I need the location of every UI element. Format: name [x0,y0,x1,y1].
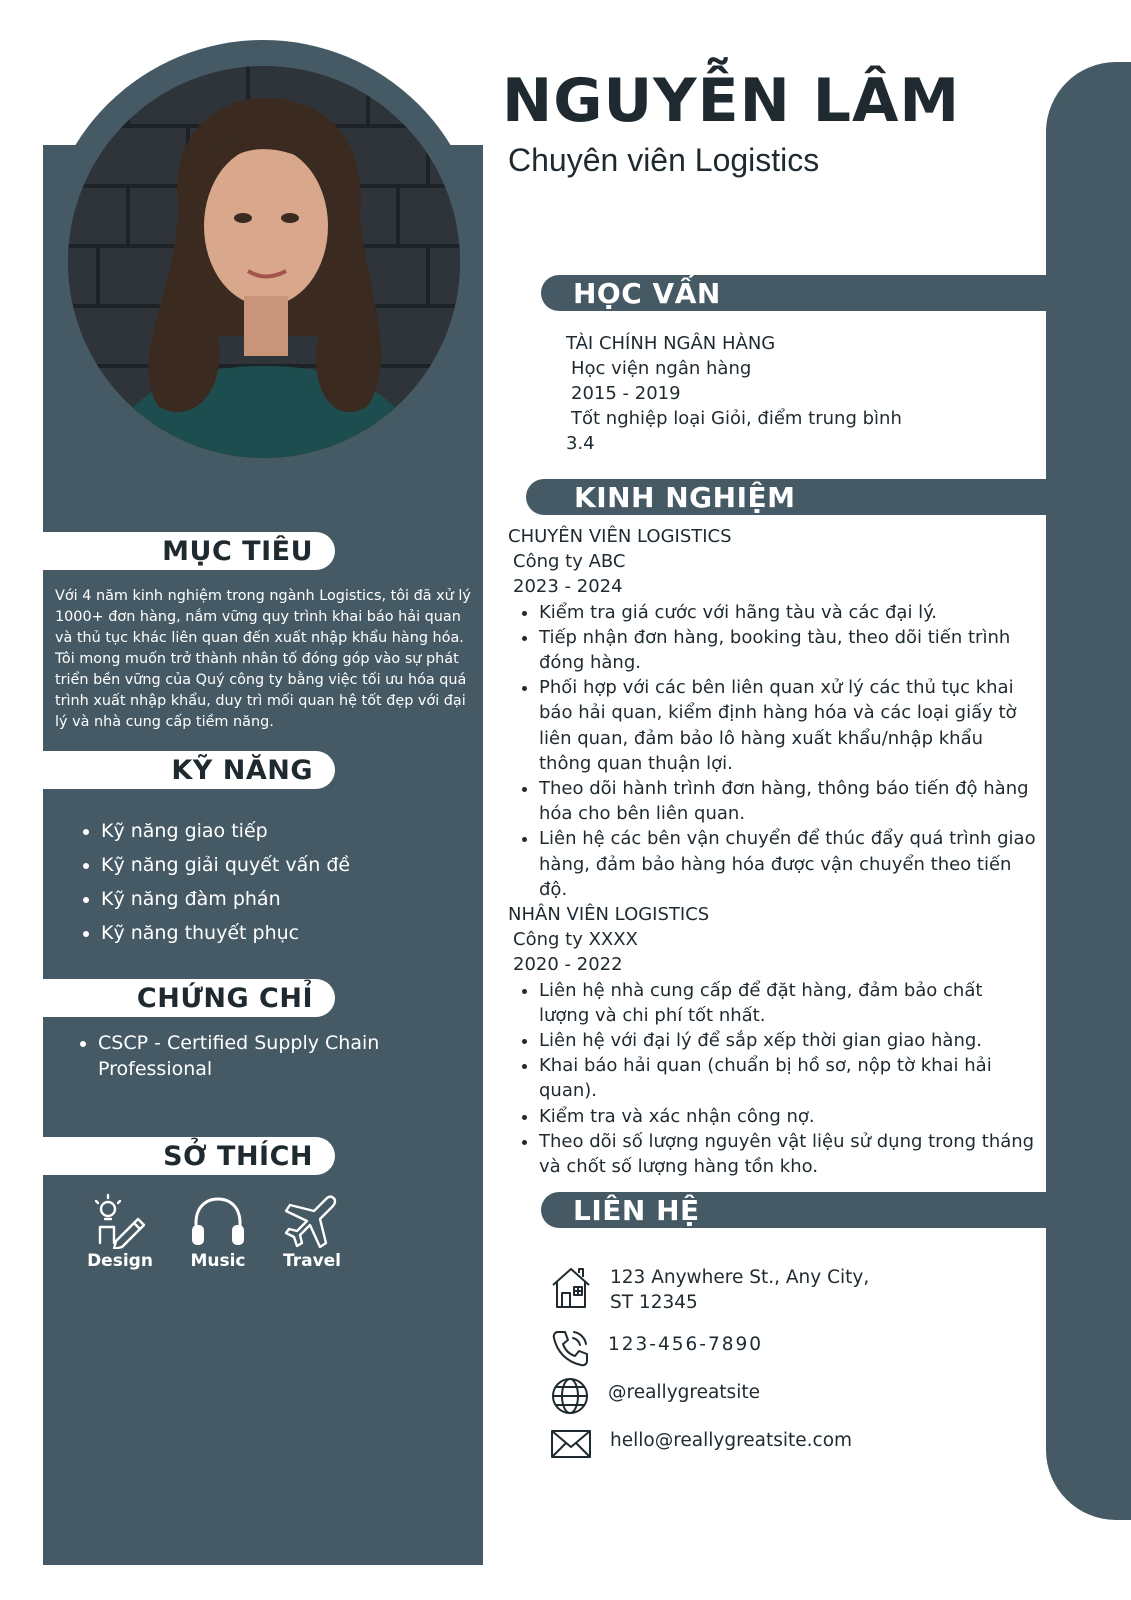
hobby-label: Music [190,1251,246,1271]
job-company: Công ty XXXX [513,929,638,951]
skills-list [73,814,350,950]
website-link[interactable]: @reallygreatsite [608,1382,760,1403]
objective-heading-pill [43,532,335,570]
duty-item: • Theo dõi số lượng nguyên vật liệu sử dụng trong tháng và chốt số lượng hàng tồn kho. [539,1129,1038,1179]
email-link[interactable]: hello@reallygreatsite.com [610,1430,853,1451]
hobby-label: Travel [282,1251,342,1271]
phone-icon [550,1328,590,1368]
person-name: NGUYỄN LÂM [502,66,961,136]
job-duties [508,600,1038,902]
education-school: Học viện ngân hàng [571,358,752,379]
contact-phone [550,1328,763,1368]
hobby-travel [272,1193,352,1271]
duty-item: • Kiểm tra giá cước với hãng tàu và các đại lý. [539,600,1038,625]
phone-text: 123-456-7890 [608,1334,764,1355]
address-text: 123 Anywhere St., Any City, ST 12345 [610,1267,870,1313]
skill-item: • Kỹ năng đàm phán [101,882,350,916]
skill-item: • Kỹ năng giải quyết vấn đề [101,848,350,882]
education-note: Tốt nghiệp loại Giỏi, điểm trung bình [571,408,902,429]
hobbies-heading: SỞ THÍCH [163,1141,313,1172]
contact-heading: LIÊN HỆ [573,1194,700,1227]
experience-heading-pill [526,479,1046,515]
skills-heading-pill [43,751,335,789]
contact-website [550,1376,760,1416]
duty-item: • Liên hệ với đại lý để sắp xếp thời gian giao hàng. [539,1028,1038,1053]
education-years: 2015 - 2019 [571,383,681,404]
job-title: NHÂN VIÊN LOGISTICS [508,904,710,926]
objective-heading: MỤC TIÊU [162,536,313,567]
right-decor-bar [1046,62,1131,1520]
duty-item: • Liên hệ các bên vận chuyển để thúc đẩy quá trình giao hàng, đảm bảo hàng hóa được vận chuyển theo tiến độ. [539,826,1038,902]
education-gpa: 3.4 [566,433,595,454]
mail-icon [550,1428,592,1460]
job-duties [508,978,1038,1180]
education-heading: HỌC VẤN [573,277,721,310]
certificate-item: • CSCP - Certified Supply Chain Professional [98,1030,438,1082]
skill-item: • Kỹ năng giao tiếp [101,814,350,848]
certificates-heading-pill [43,979,335,1017]
job-title: CHUYÊN VIÊN LOGISTICS [508,526,732,547]
education-major: TÀI CHÍNH NGÂN HÀNG [566,333,776,354]
contact-address [550,1265,869,1315]
certificates-heading: CHỨNG CHỈ [136,983,313,1014]
certificates-list [70,1030,438,1082]
duty-item: • Tiếp nhận đơn hàng, booking tàu, theo dõi tiến trình đóng hàng. [539,625,1038,675]
education-block [566,331,926,456]
headphones-icon [188,1193,248,1249]
education-heading-pill [541,275,1046,311]
job-company: Công ty ABC [513,551,626,573]
skills-heading: KỸ NĂNG [171,755,313,786]
airplane-icon [282,1193,342,1249]
globe-icon [550,1376,590,1416]
skill-item: • Kỹ năng thuyết phục [101,916,350,950]
design-icon [90,1193,150,1249]
duty-item: • Phối hợp với các bên liên quan xử lý các thủ tục khai báo hải quan, kiểm định hàng hóa và các loại giấy tờ liên quan, đảm bảo lô hàng xuất khẩu/nhập khẩu thông quan thuận lợi. [539,675,1038,776]
hobby-music [178,1193,258,1271]
hobbies-heading-pill [43,1137,335,1175]
job-years: 2023 - 2024 [513,576,623,598]
job-title: Chuyên viên Logistics [508,142,820,178]
duty-item: • Theo dõi hành trình đơn hàng, thông báo tiến độ hàng hóa cho bên liên quan. [539,776,1038,826]
hobby-label: Design [87,1251,153,1271]
job-years: 2020 - 2022 [513,954,623,976]
duty-item: • Liên hệ nhà cung cấp để đặt hàng, đảm bảo chất lượng và chi phí tốt nhất. [539,978,1038,1028]
duty-item: • Khai báo hải quan (chuẩn bị hồ sơ, nộp tờ khai hải quan). [539,1053,1038,1103]
home-icon [550,1265,592,1309]
contact-email [550,1428,852,1460]
experience-heading: KINH NGHIỆM [574,481,796,514]
profile-photo [68,66,460,458]
contact-heading-pill [541,1192,1046,1228]
objective-text: Với 4 năm kinh nghiệm trong ngành Logistics, tôi đã xử lý 1000+ đơn hàng, nắm vững quy trình khai báo hải quan và thủ tục khác liên quan đến xuất nhập khẩu hàng hóa. Tôi mong muốn trở thành nhân tố đóng góp vào sự phát triển bền vững của Quý công ty bằng việc tối ưu hóa quá trình xuất nhập khẩu, duy trì mối quan hệ tốt đẹp với đại lý và nhà cung cấp tiềm năng. [55,588,471,730]
experience-block [508,524,1038,1179]
hobby-design [80,1193,160,1271]
duty-item: • Kiểm tra và xác nhận công nợ. [539,1104,1038,1129]
